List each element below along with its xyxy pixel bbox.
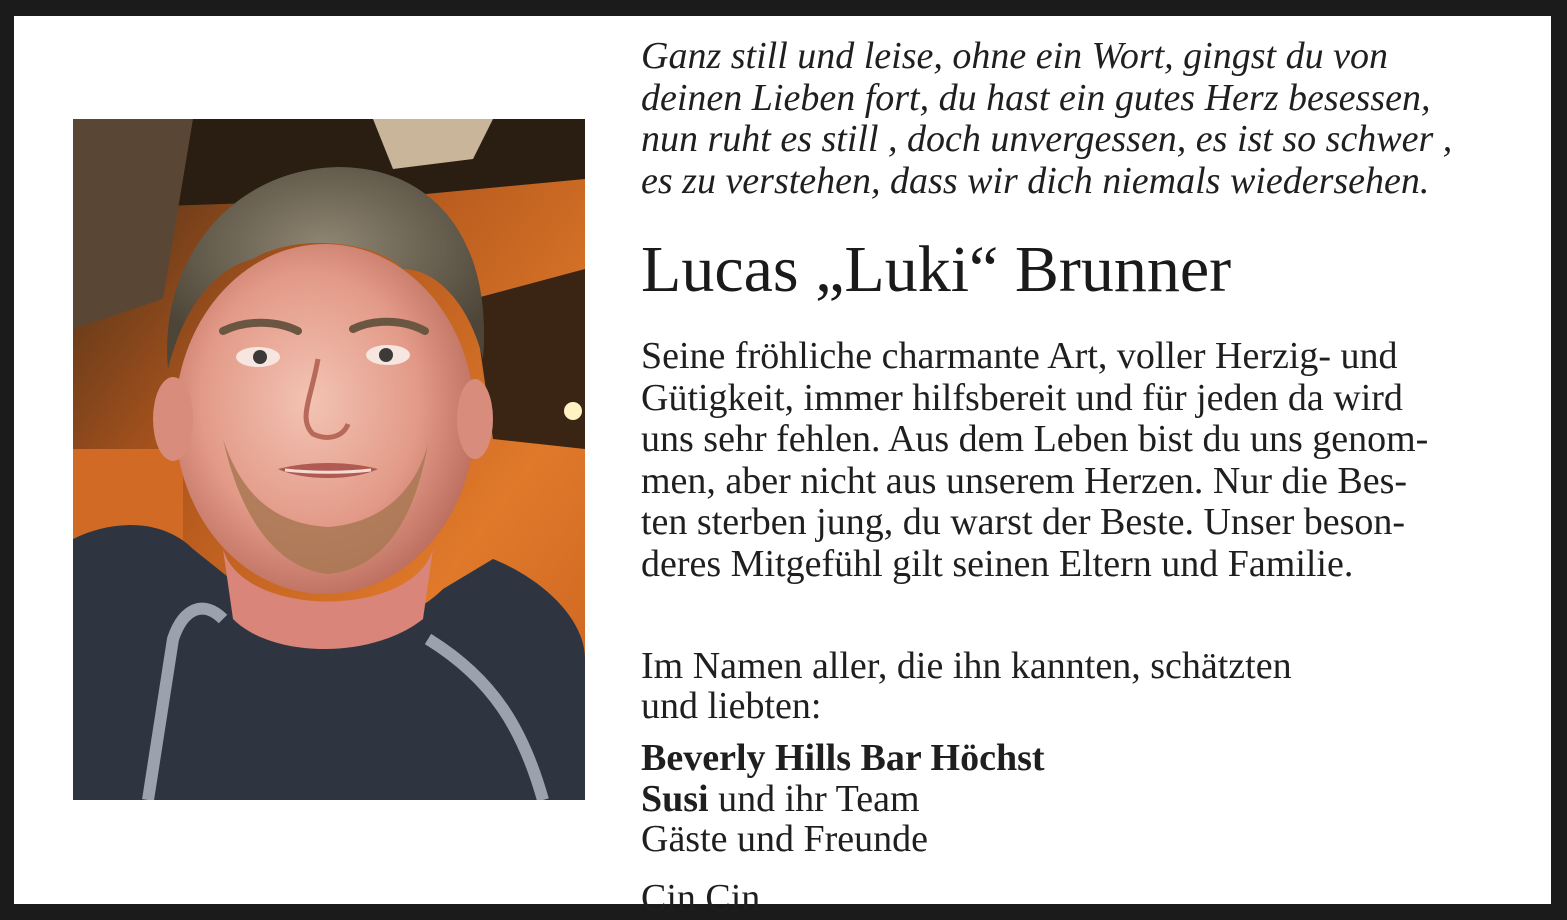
poem-line: nun ruht es still , doch unvergessen, es ist so schwer , [641,118,1453,160]
signoff-line: Im Namen aller, die ihn kannten, schätzten [641,645,1292,687]
memorial-poem [641,36,1521,202]
signoff-line: und liebten: [641,685,822,727]
signer-person-line [641,779,1045,820]
tribute-line: Seine fröhliche charmante Art, voller Herzig- und [641,335,1398,377]
signers-block [641,738,1045,860]
tribute-line: uns sehr fehlen. Aus dem Leben bist du uns genom- [641,418,1429,460]
portrait-illustration [73,119,585,800]
tribute-line: ten sterben jung, du warst der Beste. Unser beson- [641,501,1406,543]
signoff-text [641,646,1292,726]
tribute-line: Gütigkeit, immer hilfsbereit und für jeden da wird [641,376,1403,419]
obituary-text-column [641,35,1521,919]
tribute-line: men, aber nicht aus unserem Herzen. Nur die Bes- [641,459,1408,502]
signer-person-suffix: und ihr Team [708,777,920,820]
signer-guests: Gäste und Freunde [641,818,929,860]
poem-line: es zu verstehen, dass wir dich niemals wiedersehen. [641,159,1430,202]
tribute-paragraph [641,336,1428,585]
portrait-photo [73,119,585,800]
poem-line: deinen Lieben fort, du hast ein gutes Herz besessen, [641,76,1431,119]
tribute-line: deres Mitgefühl gilt seinen Eltern und Familie. [641,542,1354,585]
poem-line: Ganz still und leise, ohne ein Wort, gingst du von [641,35,1388,77]
signer-organization: Beverly Hills Bar Höchst [641,737,1045,779]
closing-words: Cin Cin [641,877,761,919]
deceased-name: Lucas „Luki“ Brunner [641,233,1232,306]
signer-person: Susi [641,777,709,820]
